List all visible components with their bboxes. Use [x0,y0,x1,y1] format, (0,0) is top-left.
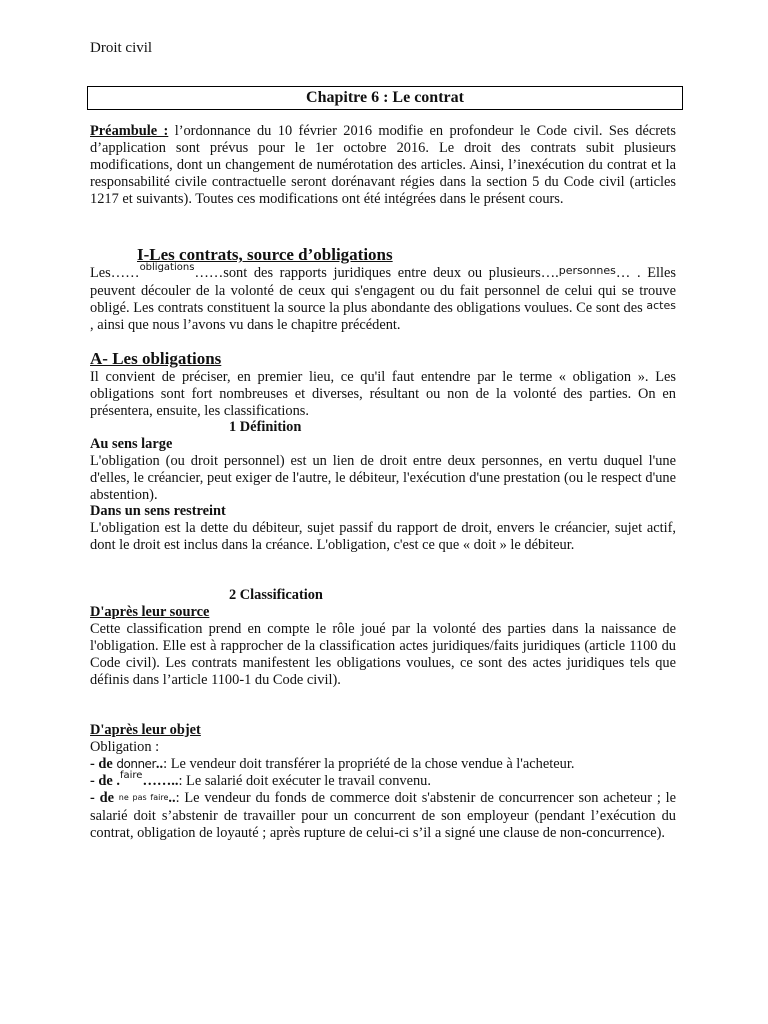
handwritten-answer-ne-pas-faire: ne pas faire [118,793,169,802]
broad-sense-text: L'obligation (ou droit personnel) est un lien de droit entre deux personnes, en vertu duquel l'une d'elles, le créancier, peut exiger de l'autre, le débiteur, l'exécution d'une prestation (ou le respect d'une abstention). [90,453,676,503]
item-text: : Le vendeur doit transférer la propriété de la chose vendue à l'acheteur. [163,756,575,772]
item-text: : Le vendeur du fonds de commerce doit s'abstenir de concurrencer son acheteur ; le salarié doit s’abstenir de travailler pour un concurrent de son employeur (pendant l’exécution du contrat, obligation de loyauté ; après rupture de celui-ci s’il a signé une clause de non-concurrence). [90,790,676,841]
preamble-paragraph [90,123,676,208]
handwritten-answer-obligations: obligations [139,262,195,273]
contrats-text-end: , ainsi que nous l’avons vu dans le chapitre précédent. [90,317,401,333]
item-dots: …….. [142,773,179,789]
item-prefix: - de . [90,773,120,789]
running-header: Droit civil [90,40,153,56]
section-heading-obligations: A- Les obligations [90,349,222,368]
obligations-intro: Il convient de préciser, en premier lieu, ce qu'il faut entendre par le terme « obligation ». Les obligations sont fort nombreuses et diverses, résultant ou non de la volonté des parties. On en présentera, ensuite, les classifications. [90,369,676,419]
section-heading-contrats: I-Les contrats, source d’obligations [137,245,393,264]
handwritten-answer-personnes: personnes [558,264,616,277]
broad-sense-label: Au sens large [90,436,173,452]
classification-heading: 2 Classification [229,587,323,603]
object-label: D'après leur objet [90,722,201,738]
chapter-title: Chapitre 6 : Le contrat [87,86,683,110]
definition-heading: 1 Définition [229,419,302,435]
preamble-text: l’ordonnance du 10 février 2016 modifie en profondeur le Code civil. Ses décrets d’application sont prévus pour le 1er octobre 2016. Le droit des contrats subit plusieurs modifications, dont un changement de numérotation des articles. Ainsi, l’inexécution du contrat et la responsabilité civile contractuelle seront dorénavant régies dans la section 5 du Code civil (articles 1217 et suivants). Toutes ces modifications ont été intégrées dans le présent cours. [90,123,677,207]
object-item-ne-pas-faire [90,790,676,842]
item-prefix: - de [90,790,119,806]
handwritten-answer-faire: faire [119,770,143,781]
handwritten-answer-donner: donner [116,757,156,771]
strict-sense-label: Dans un sens restreint [90,503,226,519]
preamble-label: Préambule : [90,123,169,139]
contrats-text-rest: Elles peuvent découler de la volonté de ceux qui s'engagent ou du fait personnel de celui qui se trouve obligé. Les contrats constituent la source la plus abondante des obligations voulues. Ce sont des [90,265,676,316]
item-prefix: - de [90,756,117,772]
source-text: Cette classification prend en compte le rôle joué par la volonté des parties dans la naissance de l'obligation. Elle est à rapprocher de la classification actes juridiques/faits juridiques (article 1100 du Code civil). Les contrats manifestent les obligations voulues, ce sont des actes juridiques tels que définis dans l’article 1100-1 du Code civil). [90,621,676,688]
object-item-donner [90,756,676,773]
contrats-text-start: Les…… [90,265,140,281]
handwritten-answer-actes: actes [646,299,676,312]
item-text: : Le salarié doit exécuter le travail convenu. [178,773,431,789]
item-dots: .. [155,756,164,772]
contrats-paragraph [90,262,676,334]
contrats-text-after: … . [615,265,641,281]
item-dots: .. [168,790,176,806]
object-intro: Obligation : [90,739,160,755]
contrats-text-mid: ……sont des rapports juridiques entre deux ou plusieurs…. [194,265,559,281]
source-label: D'après leur source [90,604,210,620]
strict-sense-text: L'obligation est la dette du débiteur, sujet passif du rapport de droit, envers le créancier, sujet actif, dont le droit est inclus dans la créance. L'obligation, c'est ce que « doit » le débiteur. [90,520,676,553]
object-item-faire [90,770,676,791]
